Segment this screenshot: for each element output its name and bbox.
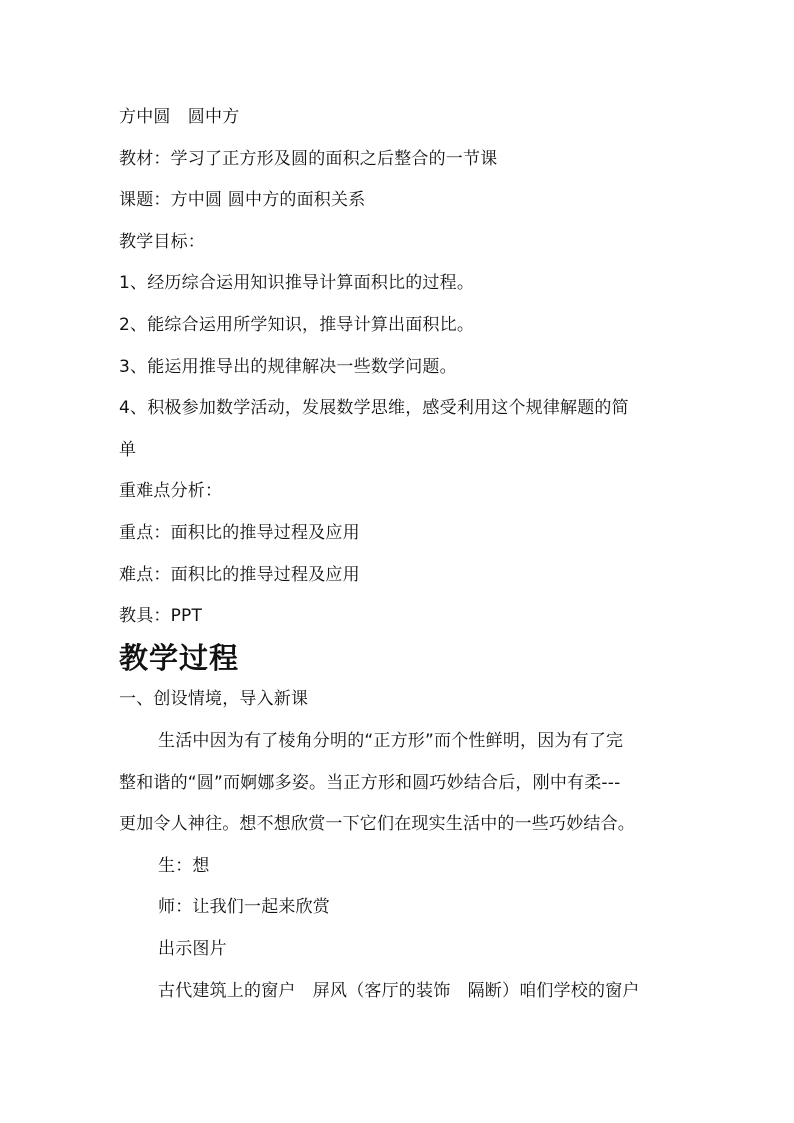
difficult-point-line: 难点：面积比的推导过程及应用 — [119, 565, 360, 585]
examples-line: 古代建筑上的窗户 屏风（客厅的装饰 隔断）咱们学校的窗户 — [158, 981, 640, 1001]
teaching-aids-line: 教具：PPT — [119, 606, 203, 626]
objectives-heading: 教学目标： — [119, 232, 205, 252]
objective-item-3: 3、能运用推导出的规律解决一些数学问题。 — [119, 357, 457, 377]
paragraph-line-1: 生活中因为有了棱角分明的“正方形”而个性鲜明，因为有了完 — [158, 731, 624, 751]
topic-line: 课题：方中圆 圆中方的面积关系 — [119, 190, 366, 210]
textbook-line: 教材：学习了正方形及圆的面积之后整合的一节课 — [119, 149, 498, 169]
paragraph-line-3: 更加令人神往。想不想欣赏一下它们在现实生活中的一些巧妙结合。 — [119, 814, 635, 834]
objective-item-4-continued: 单 — [119, 440, 137, 460]
student-response-line: 生：想 — [158, 856, 210, 876]
paragraph-line-2: 整和谐的“圆”而婀娜多姿。当正方形和圆巧妙结合后，刚中有柔--- — [119, 773, 621, 793]
section-heading: 教学过程 — [119, 641, 240, 675]
teacher-line: 师：让我们一起来欣赏 — [158, 897, 330, 917]
objective-item-4: 4、积极参加数学活动，发展数学思维，感受利用这个规律解题的简 — [119, 398, 629, 418]
show-pictures-line: 出示图片 — [158, 939, 227, 959]
document-title: 方中圆 圆中方 — [119, 107, 240, 127]
key-points-heading: 重难点分析： — [119, 481, 223, 501]
key-point-line: 重点：面积比的推导过程及应用 — [119, 523, 360, 543]
objective-item-2: 2、能综合运用所学知识，推导计算出面积比。 — [119, 315, 475, 335]
objective-item-1: 1、经历综合运用知识推导计算面积比的过程。 — [119, 273, 475, 293]
section-subheading: 一、创设情境，导入新课 — [119, 689, 309, 709]
